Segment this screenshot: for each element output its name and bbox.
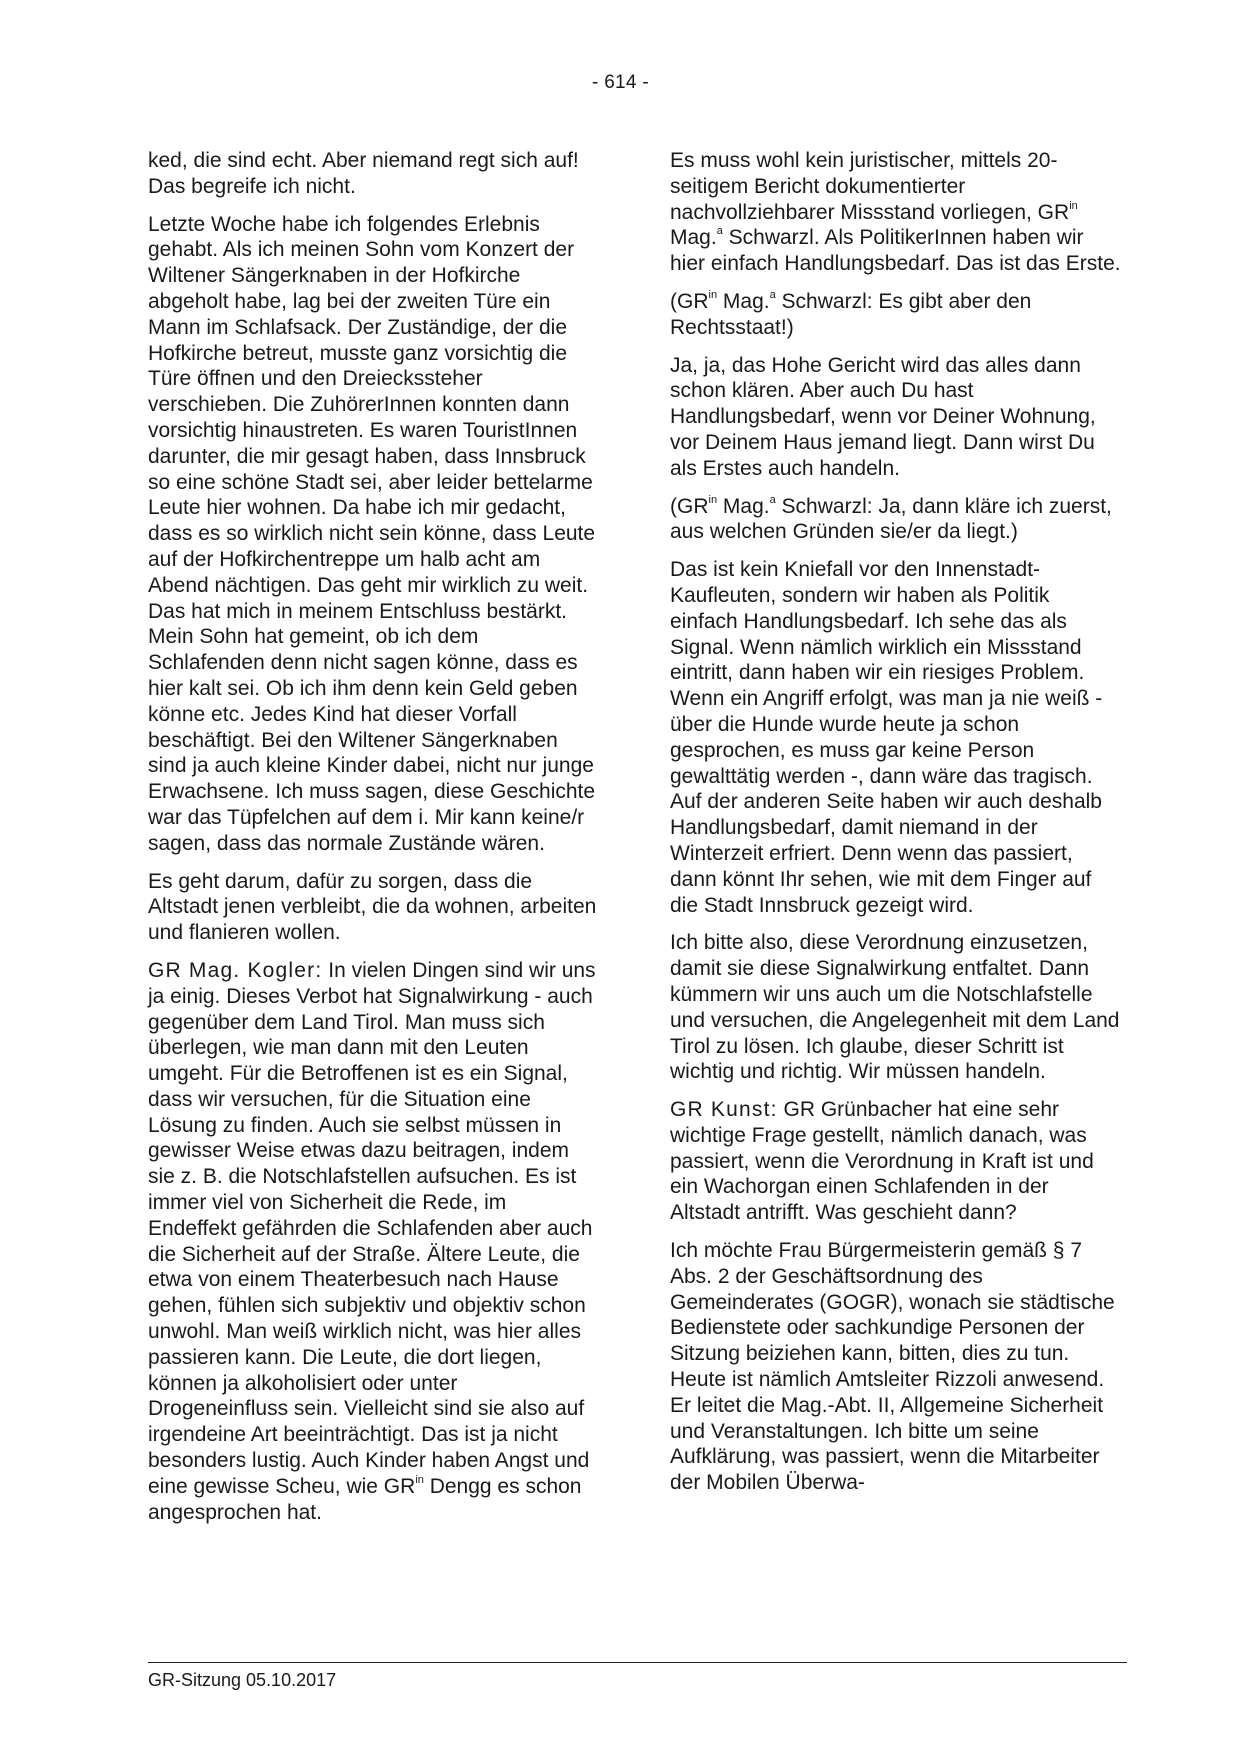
paragraph <box>670 1097 1122 1226</box>
paragraph-text: Mag. <box>717 289 770 313</box>
superscript: in <box>1069 199 1078 212</box>
paragraph: Ich bitte also, diese Verordnung einzusetzen, damit sie diese Signalwirkung entfaltet. Dann kümmern wir uns auch um die Notschlafstelle und versuchen, die Angelegenheit mit dem Land Tirol zu lösen. Ich glaube, dieser Schritt ist wichtig und richtig. Wir müssen handeln. <box>670 931 1120 1084</box>
paragraph: Letzte Woche habe ich folgendes Erlebnis gehabt. Als ich meinen Sohn vom Konzert der Wiltener Sängerknaben in der Hofkirche abgeholt habe, lag bei der zweiten Türe ein Mann im Schlafsack. Der Zuständige, der die Hofkirche betreut, musste ganz vorsichtig die Türe öffnen und den Dreieckssteher verschieben. Die ZuhörerInnen konnten dann vorsichtig hinaustreten. Es waren TouristInnen darunter, die mir gesagt haben, dass Innsbruck so eine schöne Stadt sei, aber leider bettelarme Leute hier wohnen. Da habe ich mir gedacht, dass es so wirklich nicht sein könne, dass Leute auf der Hofkirchentreppe um halb acht am Abend nächtigen. Das geht mir wirklich zu weit. Das hat mich in meinem Entschluss bestärkt. Mein Sohn hat gemeint, ob ich dem Schlafenden denn nicht sagen könne, dass es hier kalt sei. Ob ich ihm denn kein Geld geben könne etc. Jedes Kind hat dieser Vorfall beschäftigt. Bei den Wiltener Sängerknaben sind ja auch kleine Kinder dabei, nicht nur junge Erwachsene. Ich muss sagen, diese Geschichte war das Tüpfelchen auf dem i. Mir kann keine/r sagen, dass das normale Zustände wären. <box>148 212 596 855</box>
superscript: a <box>769 493 776 506</box>
paragraph-text: (GR <box>670 289 709 313</box>
paragraph-text: Schwarzl: Ja, dann kläre ich zuerst, aus welchen Gründen sie/er da liegt.) <box>670 494 1112 544</box>
right-column <box>670 148 1122 1508</box>
paragraph-text: GR Grünbacher hat eine sehr wichtige Frage gestellt, nämlich danach, was passiert, wenn die Verordnung in Kraft ist und ein Wachorgan einen Schlafenden in der Altstadt antrifft. Was geschieht dann? <box>670 1098 1094 1225</box>
paragraph-text: Schwarzl. Als PolitikerInnen haben wir hier einfach Handlungsbedarf. Das ist das Erste. <box>670 226 1121 276</box>
interjection <box>670 494 1122 546</box>
page-number: - 614 - <box>591 72 649 93</box>
paragraph-text: Schwarzl: Es gibt aber den Rechtsstaat!) <box>670 289 1032 339</box>
superscript: a <box>716 225 723 238</box>
paragraph: ked, die sind echt. Aber niemand regt sich auf! Das begreife ich nicht. <box>148 149 579 198</box>
superscript: in <box>708 493 718 506</box>
footer-session-date: GR-Sitzung 05.10.2017 <box>148 1670 337 1690</box>
paragraph-text: Mag. <box>717 494 770 518</box>
paragraph <box>670 148 1122 277</box>
superscript: in <box>415 1473 424 1486</box>
paragraph: Ich möchte Frau Bürgermeisterin gemäß § 7 Abs. 2 der Geschäftsordnung des Gemeinderates (GOGR), wonach sie städtische Bedienstete oder sachkundige Personen der Sitzung beiziehen kann, bitten, dies zu tun. Heute ist nämlich Amtsleiter Rizzoli anwesend. Er leitet die Mag.-Abt. II, Allgemeine Sicherheit und Veranstaltungen. Ich bitte um seine Aufklärung, was passiert, wenn die Mitarbeiter der Mobilen Überwa- <box>670 1239 1115 1495</box>
paragraph <box>148 958 600 1526</box>
paragraph-text: Mag. <box>670 226 717 250</box>
paragraph: Das ist kein Kniefall vor den Innenstadt-Kaufleuten, sondern wir haben als Politik einfach Handlungsbedarf. Ich sehe das als Signal. Wenn nämlich wirklich ein Missstand eintritt, dann haben wir ein riesiges Problem. Wenn ein Angriff erfolgt, was man ja nie weiß - über die Hunde wurde heute ja schon gesprochen, es muss gar keine Person gewalttätig werden -, dann wäre das tragisch. Auf der anderen Seite haben wir auch deshalb Handlungsbedarf, damit niemand in der Winterzeit erfriert. Denn wenn das passiert, dann könnt Ihr sehen, wie mit dem Finger auf die Stadt Innsbruck gezeigt wird. <box>670 558 1103 917</box>
footer-divider <box>148 1662 1127 1663</box>
paragraph-text: Dengg es schon angesprochen hat. <box>148 1474 582 1524</box>
left-column <box>148 148 600 1537</box>
interjection <box>670 289 1122 341</box>
paragraph-text: (GR <box>670 494 709 518</box>
paragraph: Es geht darum, dafür zu sorgen, dass die Altstadt jenen verbleibt, die da wohnen, arbeiten und flanieren wollen. <box>148 869 597 945</box>
superscript: in <box>708 288 718 301</box>
speaker-name: GR Mag. Kogler: <box>148 958 323 982</box>
superscript: a <box>769 288 776 301</box>
paragraph: Ja, ja, das Hohe Gericht wird das alles dann schon klären. Aber auch Du hast Handlungsbedarf, wenn vor Deiner Wohnung, vor Deinem Haus jemand liegt. Dann wirst Du als Erstes auch handeln. <box>670 353 1096 480</box>
paragraph-text: In vielen Dingen sind wir uns ja einig. Dieses Verbot hat Signalwirkung - auch gegenüber dem Land Tirol. Man muss sich überlegen, wie man dann mit den Leuten umgeht. Für die Betroffenen ist es ein Signal, dass wir versuchen, für die Situation eine Lösung zu finden. Auch sie selbst müssen in gewisser Weise etwas dazu beitragen, indem sie z. B. die Notschlafstellen aufsuchen. Es ist immer viel von Sicherheit die Rede, im Endeffekt gefährden die Schlafenden aber auch die Sicherheit auf der Straße. Ältere Leute, die etwa von einem Theaterbesuch nach Hause gehen, fühlen sich subjektiv und objektiv schon unwohl. Man weiß wirklich nicht, was hier alles passieren kann. Die Leute, die dort liegen, können ja alkoholisiert oder unter Drogeneinfluss sein. Vielleicht sind sie also auf irgendeine Art beeinträchtigt. Das ist ja nicht besonders lustig. Auch Kinder haben Angst und eine gewisse Scheu, wie GR <box>148 958 596 1498</box>
speaker-name: GR Kunst: <box>670 1098 778 1122</box>
paragraph-text: Es muss wohl kein juristischer, mittels 20-seitigem Bericht dokumentierter nachvollziehbarer Missstand vorliegen, GR <box>670 149 1070 224</box>
